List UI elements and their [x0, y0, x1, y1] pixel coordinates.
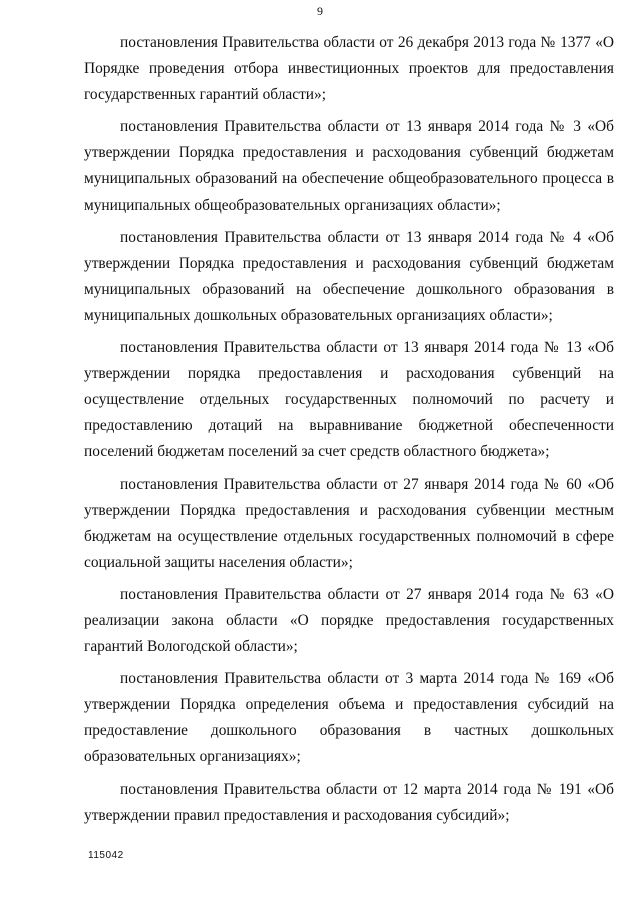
page-number: 9 [317, 4, 323, 18]
paragraph: постановления Правительства области от 27 января 2014 года № 60 «Об утверждении Порядка предоставления и расходования субвенции местным бюджетам на осуществление отдельных государственных полномочий в сфере социальной защиты населения области»; [84, 475, 614, 571]
document-body [84, 30, 614, 833]
paragraph: постановления Правительства области от 27 января 2014 года № 63 «О реализации закона области «О порядке предоставления государственных гарантий Вологодской области»; [84, 585, 614, 656]
document-code: 115042 [88, 850, 124, 861]
paragraph: постановления Правительства области от 13 января 2014 года № 4 «Об утверждении Порядка предоставления и расходования субвенций бюджетам муниципальных образований на обеспечение дошкольного образования в муниципальных дошкольных образовательных организациях области»; [84, 228, 614, 324]
paragraph: постановления Правительства области от 12 марта 2014 года № 191 «Об утверждении правил предоставления и расходования субсидий»; [84, 780, 614, 824]
paragraph: постановления Правительства области от 13 января 2014 года № 13 «Об утверждении порядка предоставления и расходования субвенций на осуществление отдельных государственных полномочий по расчету и предоставлению дотаций на выравнивание бюджетной обеспеченности поселений бюджетам поселений за счет средств областного бюджета»; [84, 339, 614, 461]
paragraph: постановления Правительства области от 26 декабря 2013 года № 1377 «О Порядке проведения отбора инвестиционных проектов для предоставления государственных гарантий области»; [84, 34, 614, 104]
paragraph: постановления Правительства области от 3 марта 2014 года № 169 «Об утверждении Порядка определения объема и предоставления субсидий на предоставление дошкольного образования в частных дошкольных образовательных организациях»; [84, 670, 614, 766]
paragraph: постановления Правительства области от 13 января 2014 года № 3 «Об утверждении Порядка предоставления и расходования субвенций бюджетам муниципальных образований на обеспечение общеобразовательного процесса в муниципальных общеобразовательных организациях области»; [84, 118, 614, 214]
